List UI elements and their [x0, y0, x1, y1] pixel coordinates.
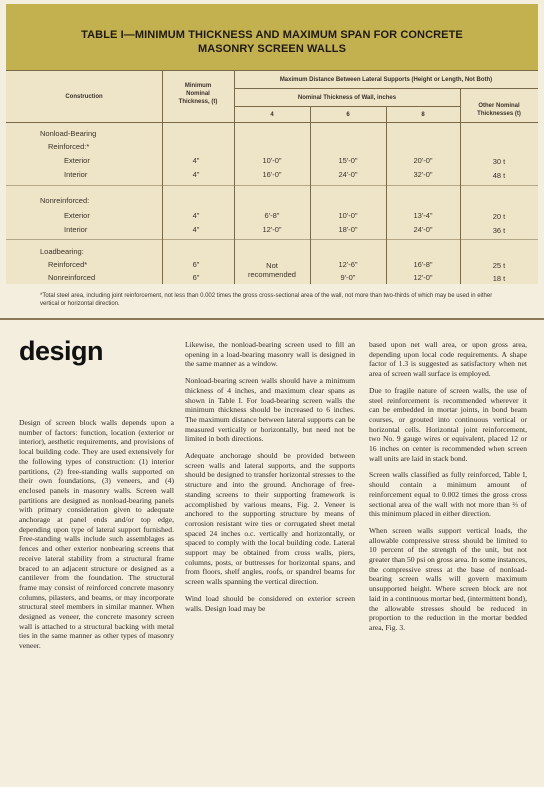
paragraph: Nonload-bearing screen walls should have a minimum thickness of 4 inches, and maximum clear spans as shown in Table I. For load-bearing screen walls the minimum thickness should be increased to 6 inches. The maximum distance between lateral supports can be measured vertically or horizontally, but need not be limited in both directions. [185, 376, 355, 444]
table-title [6, 28, 538, 56]
cell-other: 20 t [492, 212, 506, 221]
paragraph: Likewise, the nonload-bearing screen used to fill an opening in a load-bearing masonry wall is designed in the same manner as a window. [185, 340, 355, 369]
section-label: Reinforced:* [48, 142, 90, 151]
cell-w4: 12'-0" [262, 225, 282, 234]
section-label: Loadbearing: [40, 247, 84, 256]
column-2 [185, 340, 355, 620]
table-1 [6, 4, 538, 284]
row-name: Nonreinforced [48, 273, 96, 282]
cell-w6: 15'-0" [338, 156, 358, 165]
cell-min: 4" [192, 225, 200, 234]
cell-w6: 9'-0" [340, 273, 356, 282]
cell-w4-line2: recommended [248, 270, 296, 279]
cell-other: 25 t [492, 261, 506, 270]
header-minimum: Minimum Nominal Thickness, (t) [178, 83, 218, 105]
row-name: Interior [64, 170, 88, 179]
paragraph: based upon net wall area, or upon gross area, depending upon local code requirements. A shape factor of 1.3 is suggested as satisfactory when net area of screen wall surface is employed. [369, 340, 527, 379]
cell-w8: 20'-0" [413, 156, 433, 165]
paragraph: Adequate anchorage should be provided between screen walls and lateral supports, and the supports should be designed to transfer horizontal stresses to the structure and into the ground. Anchorage of free-standing screens to their supporting framework is accomplished by various means, Fig. 2. Veneer is anchored to the supporting structure by means of corrosion resistant wire ties or corrugated sheet metal spaced 24 inches o.c. vertically and horizontally, or spaced to comply with the local building code. Lateral support may be obtained from cross walls, piers, columns, posts, or buttresses for horizontal spans, and from floors, shelf angles, roofs, or spandrel beams for screen walls spanning the vertical direction. [185, 451, 355, 587]
row-name: Reinforced* [48, 260, 88, 269]
section-label: Nonload-Bearing [40, 129, 97, 138]
cell-w8: 12'-0" [413, 273, 433, 282]
section-divider [0, 318, 544, 320]
paragraph: Wind load should be considered on exterior screen walls. Design load may be [185, 593, 355, 613]
paragraph: Design of screen block walls depends upon a number of factors: function, location (exterior or interior), aesthetic requirements, and provisions of local building code. They are used extensively for the following types of construction: (1) interior partitions, (2) free-standing walls supported on their own foundations, (3) veneers, and (4) enclosed panels in masonry walls. Screen wall partitions are designed as nonload-bearing panels with primary consideration given to adequate anchorage at panel ends and/or top edge, depending upon type of lateral support furnished. Free-standing walls include such assemblages as fences and other exterior nonbearing screens that receive lateral stability from a structural frame braced to an adjacent structure or designed as a cantilever from the foundation. The structural frame may consist of reinforced concrete masonry columns, pilasters, and beams, or may incorporate structural steel members in similar manner. When designed as veneer, the concrete masonry screen wall is attached to a structural backing with metal ties in the same manner as other types of masonry veneer. [19, 418, 174, 651]
header-8: 8 [421, 112, 425, 118]
header-other: Other Nominal Thicknesses (t) [477, 103, 521, 117]
table-footnote: *Total steel area, including joint reinforcement, not less than 0.002 times the gross cross-sectional area of the wall, not more than two-thirds of which may be used in either vertical or horizontal direction. [40, 293, 493, 307]
cell-other: 18 t [492, 274, 506, 283]
cell-min: 4" [192, 156, 200, 165]
header-6: 6 [346, 112, 350, 118]
cell-w6: 18'-0" [338, 225, 358, 234]
table-title-line-1: TABLE I—MINIMUM THICKNESS AND MAXIMUM SPAN FOR CONCRETE [81, 29, 463, 41]
cell-w4: 16'-0" [262, 170, 282, 179]
cell-other: 30 t [492, 157, 506, 166]
cell-min: 4" [192, 211, 200, 220]
cell-min: 6" [192, 273, 200, 282]
cell-w8: 16'-8" [413, 260, 433, 269]
paragraph: When screen walls support vertical loads, the allowable compressive stress should be limited to 10 percent of the strength of the unit, but not greater than 50 psi on gross area. In some instances, the compressive stress at the base of nonload-bearing screen walls will govern maximum unsupported height. Where screen block are not laid in a continuous mortar bed, (intermittent bond), the allowable stresses should be reduced in proportion to the reduction in the mortar bedded area, Fig. 3. [369, 525, 527, 632]
header-max-distance: Maximum Distance Between Lateral Supports (Height or Length, Not Both) [279, 77, 493, 83]
section-label: Nonreinforced: [40, 196, 90, 205]
paragraph: Screen walls classified as fully reinforced, Table I, should contain a minimum amount of reinforcement equal to 0.002 times the gross cross sectional area of the wall with not more than ⅔ of this minimum placed in either direction. [369, 470, 527, 519]
row-name: Interior [64, 225, 88, 234]
cell-min: 4" [192, 170, 200, 179]
cell-other: 48 t [492, 171, 506, 180]
section-heading: design [19, 336, 104, 366]
header-nominal-thickness: Nominal Thickness of Wall, inches [297, 95, 397, 101]
table-title-line-2: MASONRY SCREEN WALLS [197, 43, 347, 55]
cell-w8: 13'-4" [413, 211, 433, 220]
cell-w4: 6'-8" [264, 211, 280, 220]
cell-w4: 10'-0" [262, 156, 282, 165]
row-name: Exterior [64, 211, 90, 220]
cell-w8: 24'-0" [413, 225, 433, 234]
cell-w6: 24'-0" [338, 170, 358, 179]
cell-w6: 12'-6" [338, 260, 358, 269]
cell-min: 6" [192, 260, 200, 269]
cell-w6: 10'-0" [338, 211, 358, 220]
table-title-band [6, 4, 538, 70]
cell-w8: 32'-0" [413, 170, 433, 179]
header-4: 4 [270, 112, 274, 118]
cell-w4: Not [266, 261, 278, 270]
column-3 [369, 340, 527, 640]
row-name: Exterior [64, 156, 90, 165]
cell-other: 36 t [492, 226, 506, 235]
paragraph: Due to fragile nature of screen walls, the use of steel reinforcement is recommended wherever it can be embedded in mortar joints, in bond beam courses, or grouted into continuous vertical or horizontal cells. Horizontal joint reinforcement, two No. 9 gauge wires or equivalent, placed 12 or 16 inches on center is recommended when screen wall units are laid in stack bond. [369, 385, 527, 463]
column-1 [19, 418, 174, 658]
header-construction: Construction [65, 94, 103, 100]
